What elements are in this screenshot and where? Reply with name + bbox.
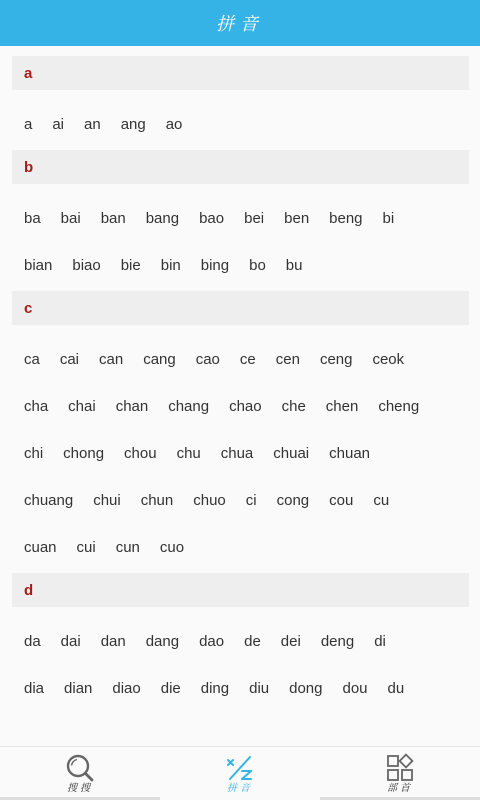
pinyin-item[interactable]: bai bbox=[60, 210, 81, 227]
pinyin-item[interactable]: cou bbox=[329, 492, 354, 509]
pinyin-item[interactable]: chuang bbox=[24, 492, 74, 509]
tab-search-label: 搜搜 bbox=[67, 783, 93, 794]
pinyin-row bbox=[0, 488, 480, 514]
pinyin-item[interactable]: de bbox=[244, 633, 261, 650]
pinyin-item[interactable]: cong bbox=[276, 492, 310, 509]
pinyin-row bbox=[0, 112, 480, 138]
pinyin-item[interactable]: chun bbox=[140, 492, 174, 509]
section-header-b bbox=[12, 150, 469, 184]
pinyin-item[interactable]: ding bbox=[200, 680, 230, 697]
pinyin-item[interactable]: dou bbox=[342, 680, 368, 697]
page-title: 拼音 bbox=[216, 14, 264, 35]
section-letter: c bbox=[24, 299, 33, 317]
section-letter: b bbox=[24, 158, 34, 176]
pinyin-item[interactable]: cai bbox=[59, 351, 80, 368]
pinyin-item[interactable]: dian bbox=[64, 680, 93, 697]
pinyin-row bbox=[0, 441, 480, 467]
pinyin-item[interactable]: can bbox=[99, 351, 124, 368]
pinyin-item[interactable]: bing bbox=[200, 257, 230, 274]
pinyin-item[interactable]: beng bbox=[329, 210, 363, 227]
pinyin-item[interactable]: cha bbox=[24, 398, 49, 415]
pinyin-row bbox=[0, 394, 480, 420]
pinyin-row bbox=[0, 676, 480, 702]
tab-search[interactable] bbox=[0, 747, 160, 800]
pinyin-item[interactable]: bo bbox=[249, 257, 266, 274]
pinyin-item[interactable]: cheng bbox=[378, 398, 420, 415]
pinyin-item[interactable]: di bbox=[374, 633, 386, 650]
app-header bbox=[0, 0, 480, 46]
pinyin-list[interactable] bbox=[0, 46, 480, 746]
pinyin-item[interactable]: dia bbox=[24, 680, 45, 697]
tab-radicals[interactable] bbox=[320, 747, 480, 800]
pinyin-item[interactable]: cu bbox=[373, 492, 390, 509]
pinyin-item[interactable]: ben bbox=[284, 210, 310, 227]
search-icon bbox=[65, 753, 95, 783]
pinyin-item[interactable]: chuo bbox=[193, 492, 226, 509]
pinyin-item[interactable]: chai bbox=[68, 398, 96, 415]
pinyin-item[interactable]: diao bbox=[112, 680, 141, 697]
pinyin-item[interactable]: dao bbox=[199, 633, 225, 650]
pinyin-item[interactable]: chi bbox=[24, 445, 44, 462]
pinyin-item[interactable]: chou bbox=[124, 445, 157, 462]
pinyin-item[interactable]: bi bbox=[382, 210, 395, 227]
pinyin-item[interactable]: ca bbox=[24, 351, 40, 368]
pinyin-item[interactable]: cao bbox=[195, 351, 220, 368]
pinyin-item[interactable]: bao bbox=[199, 210, 225, 227]
pinyin-item[interactable]: cen bbox=[275, 351, 300, 368]
pinyin-item[interactable]: chui bbox=[93, 492, 121, 509]
pinyin-item[interactable]: ce bbox=[239, 351, 256, 368]
pinyin-item[interactable]: diu bbox=[249, 680, 270, 697]
pinyin-item[interactable]: cun bbox=[115, 539, 140, 556]
section-letter: d bbox=[24, 581, 34, 599]
section-header-c bbox=[12, 291, 469, 325]
pinyin-row bbox=[0, 629, 480, 655]
pinyin-item[interactable]: bei bbox=[244, 210, 265, 227]
pinyin-item[interactable]: chen bbox=[325, 398, 359, 415]
pinyin-item[interactable]: chu bbox=[176, 445, 201, 462]
pinyin-item[interactable]: che bbox=[281, 398, 306, 415]
pinyin-item[interactable]: chong bbox=[63, 445, 105, 462]
pinyin-item[interactable]: du bbox=[387, 680, 405, 697]
pinyin-item[interactable]: deng bbox=[320, 633, 355, 650]
pinyin-item[interactable]: bang bbox=[145, 210, 180, 227]
tab-radicals-label: 部首 bbox=[387, 783, 413, 794]
pinyin-item[interactable]: ang bbox=[120, 116, 146, 133]
pinyin-item[interactable]: cuo bbox=[159, 539, 185, 556]
section-letter: a bbox=[24, 64, 33, 82]
pinyin-item[interactable]: a bbox=[24, 116, 33, 133]
tab-pinyin-label: 拼音 bbox=[227, 783, 253, 794]
radicals-grid-icon bbox=[385, 753, 415, 783]
pinyin-item[interactable]: chang bbox=[168, 398, 210, 415]
pinyin-item[interactable]: dei bbox=[280, 633, 301, 650]
pinyin-item[interactable]: ci bbox=[245, 492, 257, 509]
pinyin-item[interactable]: da bbox=[24, 633, 41, 650]
pinyin-item[interactable]: dang bbox=[145, 633, 180, 650]
pinyin-row bbox=[0, 253, 480, 279]
pinyin-item[interactable]: chuai bbox=[273, 445, 310, 462]
pinyin-item[interactable]: die bbox=[160, 680, 181, 697]
pinyin-item[interactable]: ba bbox=[24, 210, 41, 227]
pinyin-item[interactable]: chua bbox=[220, 445, 254, 462]
pinyin-item[interactable]: chao bbox=[229, 398, 262, 415]
pinyin-item[interactable]: biao bbox=[72, 257, 101, 274]
pinyin-item[interactable]: cui bbox=[76, 539, 96, 556]
pinyin-item[interactable]: chan bbox=[115, 398, 149, 415]
pinyin-item[interactable]: cuan bbox=[24, 539, 57, 556]
pinyin-row bbox=[0, 206, 480, 232]
pinyin-row bbox=[0, 347, 480, 373]
pinyin-icon bbox=[225, 753, 255, 783]
pinyin-item[interactable]: ceng bbox=[319, 351, 353, 368]
pinyin-item[interactable]: bie bbox=[120, 257, 141, 274]
pinyin-item[interactable]: chuan bbox=[329, 445, 371, 462]
section-header-d bbox=[12, 573, 469, 607]
pinyin-item[interactable]: dong bbox=[289, 680, 323, 697]
pinyin-item[interactable]: ceok bbox=[372, 351, 405, 368]
pinyin-item[interactable]: dai bbox=[60, 633, 81, 650]
tab-pinyin[interactable] bbox=[160, 747, 320, 800]
pinyin-item[interactable]: ao bbox=[165, 116, 183, 133]
pinyin-item[interactable]: dan bbox=[100, 633, 126, 650]
pinyin-row bbox=[0, 535, 480, 561]
pinyin-item[interactable]: cang bbox=[143, 351, 176, 368]
pinyin-item[interactable]: an bbox=[84, 116, 101, 133]
pinyin-item[interactable]: ai bbox=[52, 116, 65, 133]
bottom-tab-bar bbox=[0, 746, 480, 800]
pinyin-item[interactable]: bu bbox=[285, 257, 303, 274]
pinyin-item[interactable]: bian bbox=[24, 257, 53, 274]
pinyin-item[interactable]: bin bbox=[160, 257, 181, 274]
section-header-a bbox=[12, 56, 469, 90]
pinyin-item[interactable]: ban bbox=[100, 210, 126, 227]
